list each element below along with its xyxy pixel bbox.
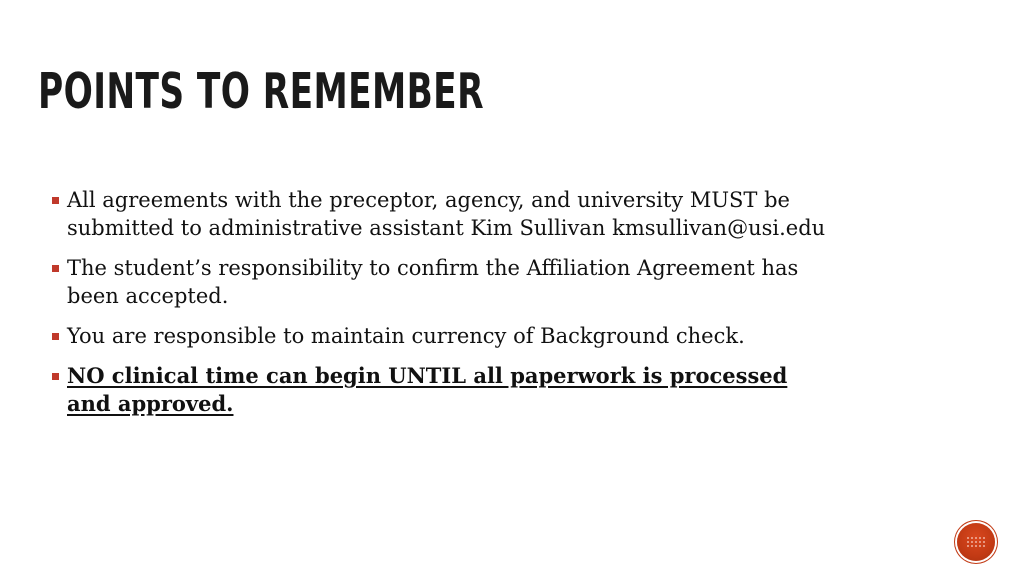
list-item	[52, 362, 832, 418]
slide-title: POINTS TO REMEMBER	[38, 63, 484, 120]
bullet-list	[52, 186, 832, 430]
square-bullet-icon	[52, 373, 59, 380]
bullet-text: All agreements with the preceptor, agency, and university MUST be submitted to administrative assistant Kim Sullivan kmsullivan@usi.edu	[67, 188, 826, 240]
slide-nav-button[interactable]	[957, 523, 995, 561]
square-bullet-icon	[52, 197, 59, 204]
bullet-text: You are responsible to maintain currency of Background check.	[67, 324, 745, 348]
bullet-text: The student’s responsibility to confirm the Affiliation Agreement has been accepted.	[67, 256, 799, 308]
list-item	[52, 186, 832, 242]
list-item	[52, 254, 832, 310]
square-bullet-icon	[52, 333, 59, 340]
list-item	[52, 322, 832, 350]
square-bullet-icon	[52, 265, 59, 272]
bullet-text-emphasis: NO clinical time can begin UNTIL all paperwork is processed and approved.	[67, 363, 788, 416]
